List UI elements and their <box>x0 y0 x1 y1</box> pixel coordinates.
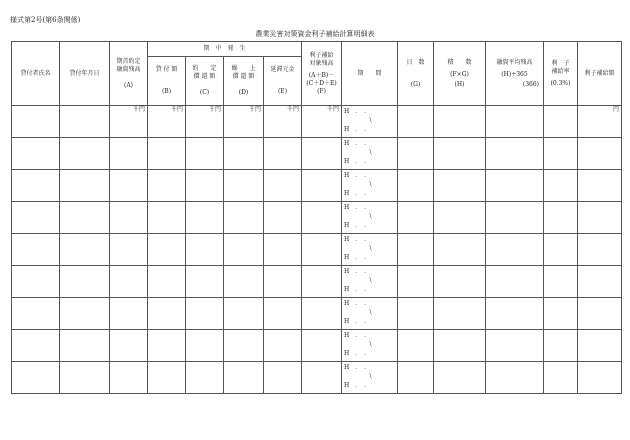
table-cell[interactable] <box>60 202 110 234</box>
table-cell[interactable] <box>148 330 186 362</box>
table-cell[interactable] <box>544 202 578 234</box>
table-cell[interactable] <box>186 202 224 234</box>
table-cell[interactable] <box>264 202 302 234</box>
table-row <box>12 234 622 266</box>
table-cell[interactable] <box>398 362 434 394</box>
period-cell[interactable] <box>342 106 398 138</box>
unit-label-thousand-yen: 千円 <box>132 106 145 113</box>
table-cell[interactable] <box>434 170 486 202</box>
period-end: H ． ． <box>344 286 371 293</box>
table-cell[interactable] <box>110 362 148 394</box>
form-label: 様式第2号(第6条関係) <box>10 16 81 24</box>
table-cell[interactable] <box>434 138 486 170</box>
table-cell[interactable] <box>264 266 302 298</box>
table-cell[interactable] <box>302 362 342 394</box>
table-row <box>12 330 622 362</box>
table-cell[interactable] <box>264 234 302 266</box>
col-loan-amount-header: 貸 付 額 (B) <box>148 57 186 106</box>
table-cell[interactable] <box>302 266 342 298</box>
table-row <box>12 298 622 330</box>
table-cell[interactable] <box>224 330 264 362</box>
period-separator: \ <box>369 277 372 284</box>
table-cell[interactable] <box>110 106 148 138</box>
table-cell[interactable] <box>398 234 434 266</box>
table-cell[interactable] <box>110 330 148 362</box>
table-cell[interactable] <box>544 298 578 330</box>
table-row <box>12 202 622 234</box>
period-cell[interactable] <box>342 266 398 298</box>
col-overdue-header: 延滞元金 (E) <box>264 57 302 106</box>
table-cell[interactable] <box>302 106 342 138</box>
col-borrower-header: 貸付者氏名 <box>12 42 60 106</box>
table-cell[interactable] <box>578 170 622 202</box>
table-cell[interactable] <box>486 106 544 138</box>
table-cell[interactable] <box>486 202 544 234</box>
table-cell[interactable] <box>186 298 224 330</box>
period-end: H ． ． <box>344 254 371 261</box>
col-prev-balance-header: 期首約定 融資残高 (A) <box>110 42 148 106</box>
table-row <box>12 106 622 138</box>
table-cell[interactable] <box>148 266 186 298</box>
table-cell[interactable] <box>148 202 186 234</box>
table-cell[interactable] <box>12 330 60 362</box>
period-end: H ． ． <box>344 382 371 389</box>
table-cell[interactable] <box>264 138 302 170</box>
table-row <box>12 266 622 298</box>
table-cell[interactable] <box>148 362 186 394</box>
table-cell[interactable] <box>544 138 578 170</box>
period-start: H ． ． <box>344 172 371 179</box>
table-cell[interactable] <box>486 234 544 266</box>
table-cell[interactable] <box>544 170 578 202</box>
table-cell[interactable] <box>148 106 186 138</box>
period-cell[interactable] <box>342 202 398 234</box>
table-cell[interactable] <box>544 266 578 298</box>
period-start: H ． ． <box>344 236 371 243</box>
table-cell[interactable] <box>578 298 622 330</box>
table-cell[interactable] <box>12 138 60 170</box>
table-cell[interactable] <box>60 170 110 202</box>
period-cell[interactable] <box>342 298 398 330</box>
table-cell[interactable] <box>12 266 60 298</box>
period-start: H ． ． <box>344 140 371 147</box>
table-cell[interactable] <box>578 362 622 394</box>
period-start: H ． ． <box>344 204 371 211</box>
period-end: H ． ． <box>344 318 371 325</box>
table-cell[interactable] <box>12 234 60 266</box>
period-start: H ． ． <box>344 364 371 371</box>
table-cell[interactable] <box>12 202 60 234</box>
header-row-1 <box>12 42 622 57</box>
unit-label-yen: 円 <box>612 106 619 113</box>
unit-label-thousand-yen: 千円 <box>208 106 221 113</box>
table-cell[interactable] <box>302 330 342 362</box>
table-cell[interactable] <box>578 138 622 170</box>
table-cell[interactable] <box>486 170 544 202</box>
table-cell[interactable] <box>224 202 264 234</box>
col-days-header: 日 数 (G) <box>398 42 434 106</box>
table-cell[interactable] <box>302 298 342 330</box>
table-cell[interactable] <box>12 170 60 202</box>
table-cell[interactable] <box>302 234 342 266</box>
period-end: H ． ． <box>344 158 371 165</box>
table-cell[interactable] <box>60 234 110 266</box>
table-cell[interactable] <box>486 138 544 170</box>
document-title: 農業災害対策資金利子補給計算明細表 <box>255 30 375 38</box>
table-cell[interactable] <box>486 362 544 394</box>
table-cell[interactable] <box>486 330 544 362</box>
period-separator: \ <box>369 213 372 220</box>
table-cell[interactable] <box>110 170 148 202</box>
table-cell[interactable] <box>434 298 486 330</box>
unit-label-thousand-yen: 千円 <box>248 106 261 113</box>
table-cell[interactable] <box>486 266 544 298</box>
table-cell[interactable] <box>398 170 434 202</box>
period-end: H ． ． <box>344 126 371 133</box>
col-product-header: 積 数 (F×G) (H) <box>434 42 486 106</box>
period-separator: \ <box>369 117 372 124</box>
table-row <box>12 138 622 170</box>
table-cell[interactable] <box>398 330 434 362</box>
col-subsidy-balance-header: 利子補給 対象残高 (A＋B)－ (C＋D＋E) (F) <box>302 42 342 106</box>
table-cell[interactable] <box>60 138 110 170</box>
period-cell[interactable] <box>342 234 398 266</box>
col-rate-header: 利 子 補給率 (0.3%) <box>544 42 578 106</box>
table-cell[interactable] <box>578 234 622 266</box>
period-separator: \ <box>369 341 372 348</box>
col-subsidy-amount-header: 利子補給額 <box>578 42 622 106</box>
unit-label-thousand-yen: 千円 <box>170 106 183 113</box>
table-cell[interactable] <box>434 106 486 138</box>
table-cell[interactable] <box>302 170 342 202</box>
table-cell[interactable] <box>12 362 60 394</box>
table-cell[interactable] <box>186 266 224 298</box>
table-cell[interactable] <box>186 106 224 138</box>
table-cell[interactable] <box>224 362 264 394</box>
table-cell[interactable] <box>60 266 110 298</box>
table-cell[interactable] <box>398 202 434 234</box>
table-cell[interactable] <box>60 106 110 138</box>
table-cell[interactable] <box>264 106 302 138</box>
col-period-header: 期 間 <box>342 42 398 106</box>
period-start: H ． ． <box>344 300 371 307</box>
table-cell[interactable] <box>264 362 302 394</box>
table-cell[interactable] <box>578 330 622 362</box>
table-cell[interactable] <box>578 266 622 298</box>
period-start: H ． ． <box>344 108 371 115</box>
col-loan-date-header: 貸付年月日 <box>60 42 110 106</box>
table-cell[interactable] <box>302 202 342 234</box>
table-cell[interactable] <box>186 234 224 266</box>
table-cell[interactable] <box>434 330 486 362</box>
table-cell[interactable] <box>434 266 486 298</box>
period-separator: \ <box>369 181 372 188</box>
col-avg-balance-header: 融資平均残高 (H)÷365 (366) <box>486 42 544 106</box>
period-end: H ． ． <box>344 222 371 229</box>
period-separator: \ <box>369 373 372 380</box>
table-cell[interactable] <box>60 298 110 330</box>
table-cell[interactable] <box>544 330 578 362</box>
table-cell[interactable] <box>12 106 60 138</box>
table-cell[interactable] <box>224 138 264 170</box>
table-cell[interactable] <box>186 138 224 170</box>
table-cell[interactable] <box>60 330 110 362</box>
table-cell[interactable] <box>148 234 186 266</box>
period-end: H ． ． <box>344 190 371 197</box>
table-cell[interactable] <box>264 330 302 362</box>
period-start: H ． ． <box>344 332 371 339</box>
table-cell[interactable] <box>224 298 264 330</box>
table-row <box>12 362 622 394</box>
table-cell[interactable] <box>398 266 434 298</box>
table-cell[interactable] <box>186 330 224 362</box>
table-cell[interactable] <box>110 266 148 298</box>
table-cell[interactable] <box>434 202 486 234</box>
table-cell[interactable] <box>578 106 622 138</box>
table-cell[interactable] <box>544 106 578 138</box>
table-cell[interactable] <box>110 234 148 266</box>
table-cell[interactable] <box>264 170 302 202</box>
table-cell[interactable] <box>110 202 148 234</box>
table-cell[interactable] <box>148 298 186 330</box>
table-cell[interactable] <box>224 234 264 266</box>
period-cell[interactable] <box>342 138 398 170</box>
table-cell[interactable] <box>110 298 148 330</box>
table-cell[interactable] <box>434 234 486 266</box>
table-cell[interactable] <box>486 298 544 330</box>
unit-label-thousand-yen: 千円 <box>326 106 339 113</box>
table-cell[interactable] <box>398 106 434 138</box>
table-cell[interactable] <box>148 170 186 202</box>
table-cell[interactable] <box>544 362 578 394</box>
table-cell[interactable] <box>398 298 434 330</box>
table-cell[interactable] <box>578 202 622 234</box>
period-separator: \ <box>369 309 372 316</box>
subsidy-calculation-table <box>11 41 622 394</box>
group-header-period-events: 期 中 発 生 <box>148 42 302 57</box>
period-cell[interactable] <box>342 170 398 202</box>
period-cell[interactable] <box>342 362 398 394</box>
table-cell[interactable] <box>186 362 224 394</box>
table-cell[interactable] <box>544 234 578 266</box>
table-cell[interactable] <box>224 266 264 298</box>
period-separator: \ <box>369 149 372 156</box>
col-early-repay-header: 繰 上 償 還 額 (D) <box>224 57 264 106</box>
table-cell[interactable] <box>110 138 148 170</box>
table-cell[interactable] <box>224 106 264 138</box>
table-row <box>12 170 622 202</box>
table-cell[interactable] <box>186 170 224 202</box>
table-cell[interactable] <box>264 298 302 330</box>
table-cell[interactable] <box>224 170 264 202</box>
table-cell[interactable] <box>148 138 186 170</box>
table-cell[interactable] <box>398 138 434 170</box>
period-separator: \ <box>369 245 372 252</box>
table-cell[interactable] <box>302 138 342 170</box>
period-end: H ． ． <box>344 350 371 357</box>
unit-label-thousand-yen: 千円 <box>286 106 299 113</box>
period-start: H ． ． <box>344 268 371 275</box>
col-scheduled-repay-header: 約 定 償 還 額 (C) <box>186 57 224 106</box>
table-cell[interactable] <box>12 298 60 330</box>
period-cell[interactable] <box>342 330 398 362</box>
table-cell[interactable] <box>434 362 486 394</box>
table-cell[interactable] <box>60 362 110 394</box>
